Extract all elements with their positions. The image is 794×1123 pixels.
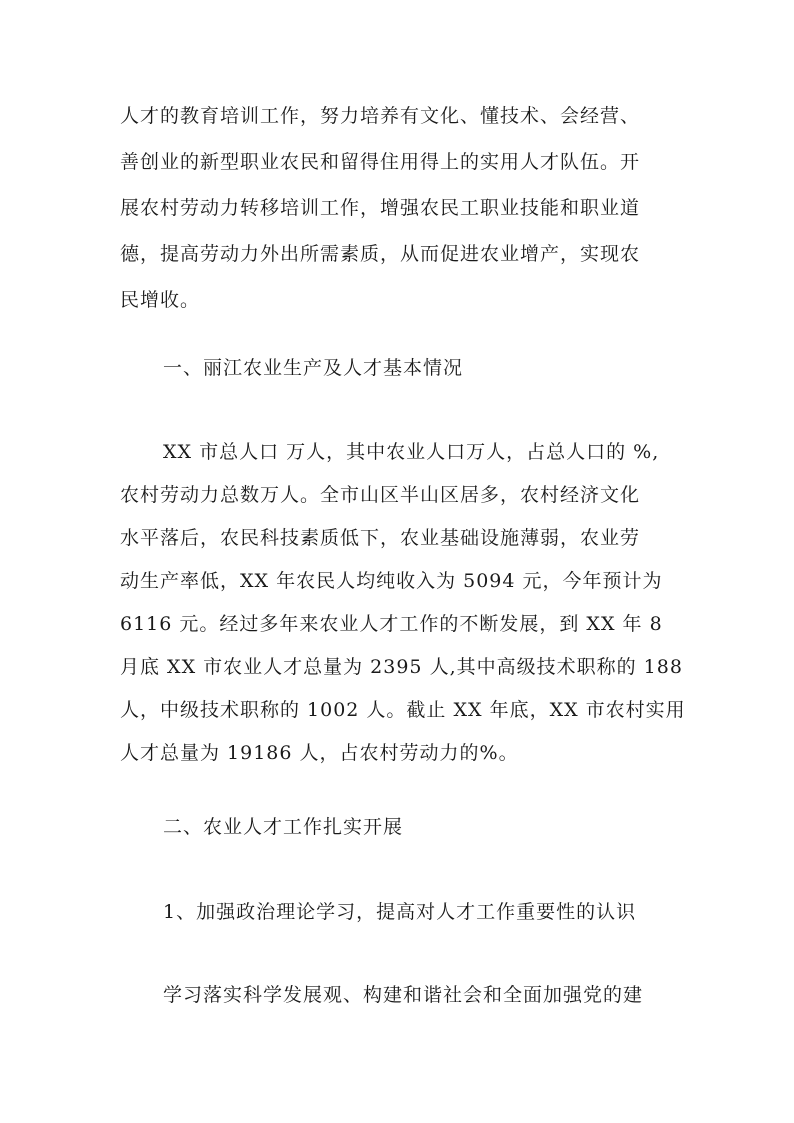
section1-heading: 一、丽江农业生产及人才基本情况 [163, 357, 464, 379]
intro-line-3: 展农村劳动力转移培训工作，增强农民工职业技能和职业道 [120, 197, 641, 219]
section1-line-2: 农村劳动力总数万人。全市山区半山区居多，农村经济文化 [120, 484, 641, 506]
intro-line-5: 民增收。 [120, 289, 201, 311]
section1-line-6: 月底 XX 市农业人才总量为 2395 人,其中高级技术职称的 188 [120, 656, 683, 678]
section1-line-1: XX 市总人口 万人，其中农业人口万人，占总人口的 %, [163, 441, 660, 463]
section1-line-4: 动生产率低，XX 年农民人均纯收入为 5094 元，今年预计为 [120, 570, 663, 592]
section1-line-3: 水平落后，农民科技素质低下，农业基础设施薄弱，农业劳 [120, 527, 641, 549]
intro-line-4: 德，提高劳动力外出所需素质，从而促进农业增产，实现农 [120, 243, 641, 265]
subsection1-line-1: 学习落实科学发展观、构建和谐社会和全面加强党的建 [163, 984, 644, 1006]
subsection1-heading: 1、加强政治理论学习，提高对人才工作重要性的认识 [163, 901, 637, 923]
section1-line-5: 6116 元。经过多年来农业人才工作的不断发展，到 XX 年 8 [120, 613, 663, 635]
section1-line-7: 人，中级技术职称的 1002 人。截止 XX 年底，XX 市农村实用 [120, 699, 686, 721]
section1-line-8: 人才总量为 19186 人，占农村劳动力的%。 [120, 742, 519, 764]
intro-line-1: 人才的教育培训工作，努力培养有文化、懂技术、会经营、 [120, 105, 641, 127]
section2-heading: 二、农业人才工作扎实开展 [163, 816, 404, 838]
intro-line-2: 善创业的新型职业农民和留得住用得上的实用人才队伍。开 [120, 151, 641, 173]
